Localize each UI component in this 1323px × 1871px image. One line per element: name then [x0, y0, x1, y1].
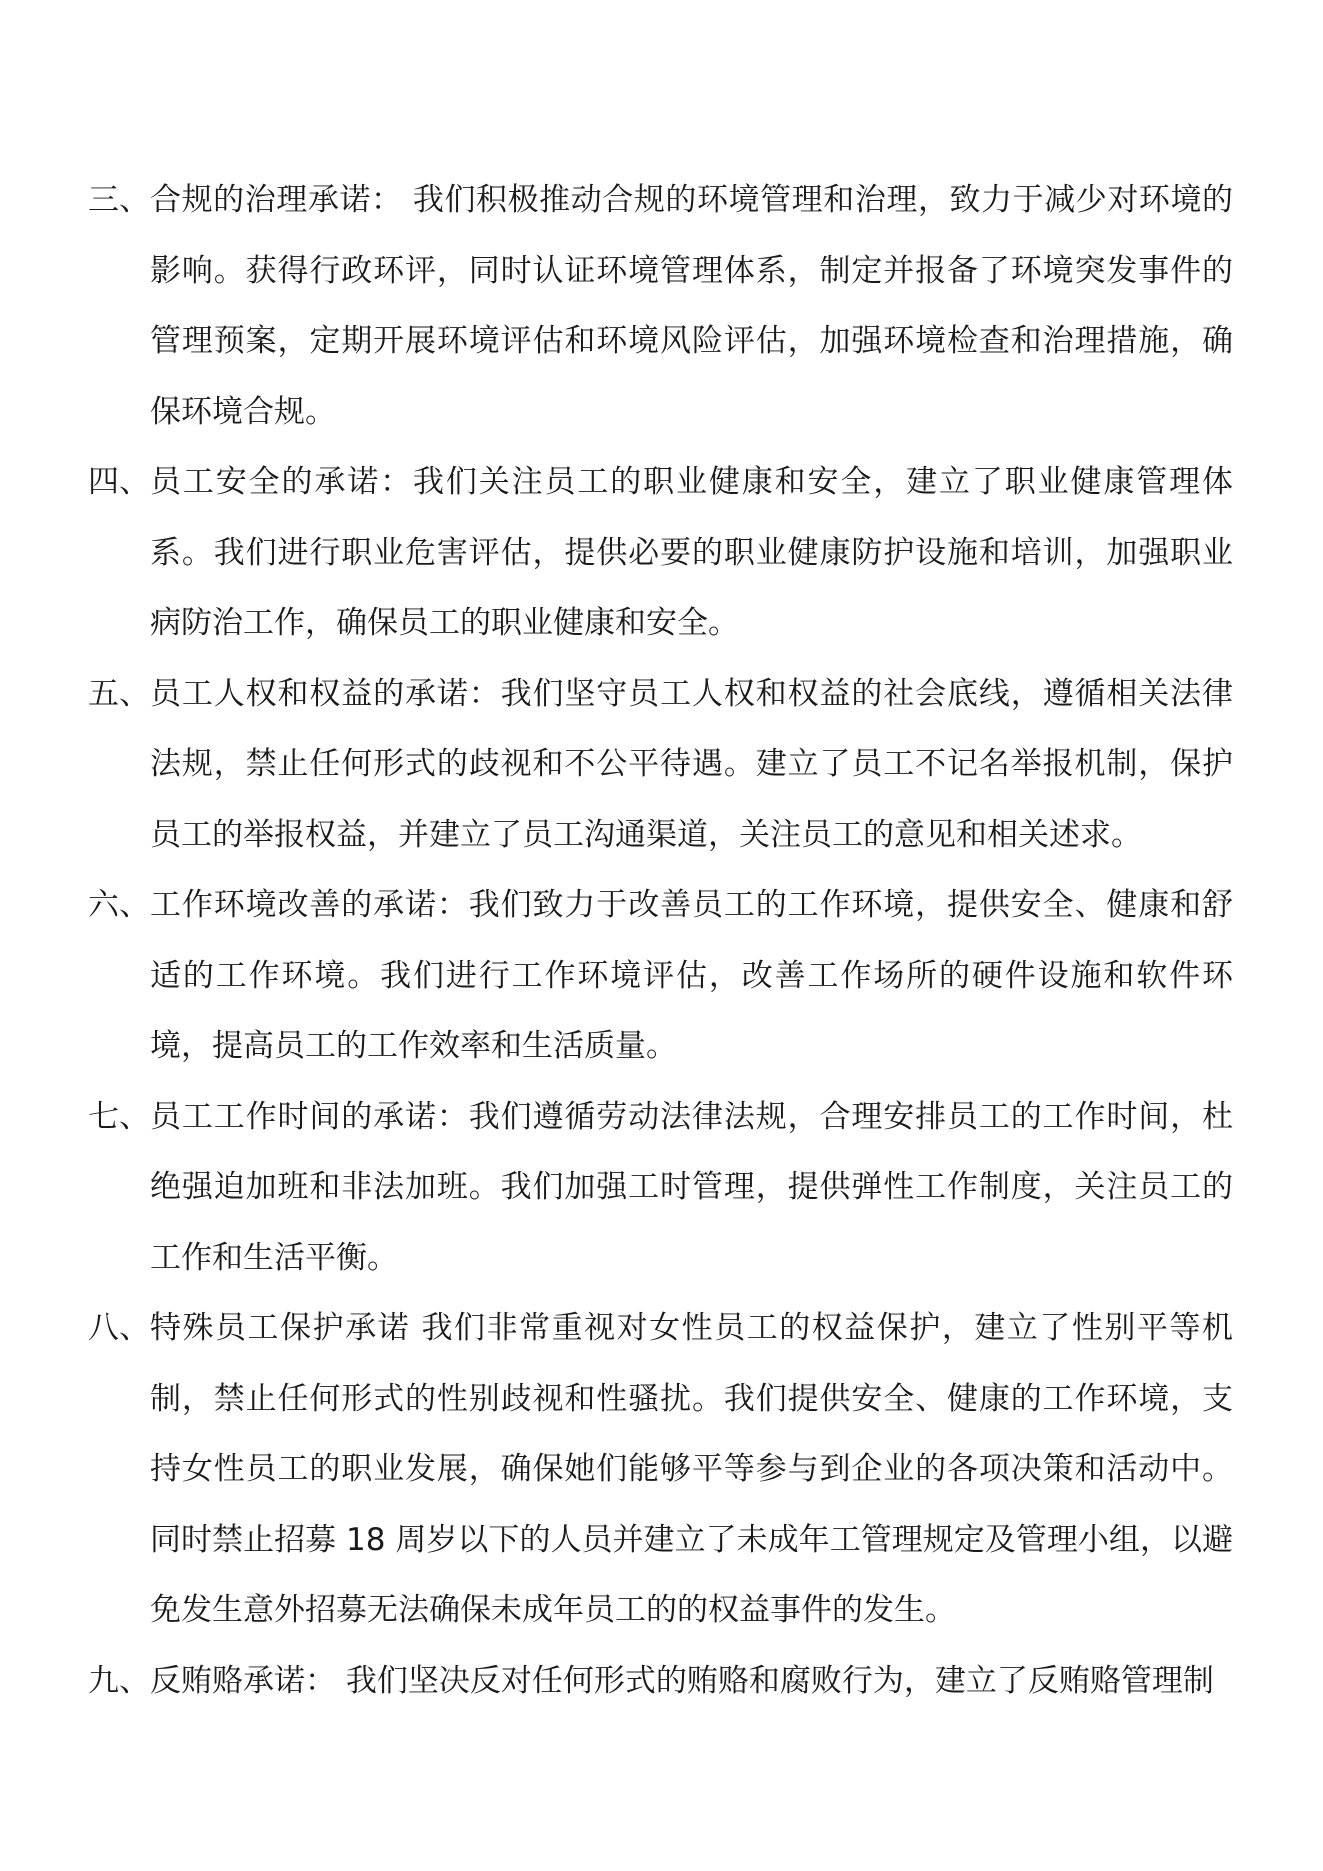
item-text: 我们积极推动合规的环境管理和治理，致力于减少对环境的影响。获得行政环评，同时认证环境管理体系，制定并报备了环境突发事件的管理预案，定期开展环境评估和环境风险评估，加强环境检查和治理措施，确保环境合规。: [150, 182, 1234, 430]
item-number: 五、: [88, 675, 150, 712]
list-item: [88, 447, 1233, 659]
item-label: 合规的治理承诺：: [150, 182, 403, 218]
item-number: 九、: [88, 1662, 150, 1699]
item-body: [150, 659, 1233, 871]
item-text: 我们致力于改善员工的工作环境，提供安全、健康和舒适的工作环境。我们进行工作环境评估，改善工作场所的硬件设施和软件环境，提高员工的工作效率和生活质量。: [150, 887, 1234, 1064]
item-body: [150, 870, 1233, 1082]
item-body: [150, 1646, 1233, 1717]
item-number: 四、: [88, 464, 150, 500]
item-body: [150, 447, 1233, 659]
item-label: 员工工作时间的承诺：: [150, 1098, 469, 1135]
item-text: 我们遵循劳动法律法规，合理安排员工的工作时间，杜绝强迫加班和非法加班。我们加强工时管理，提供弹性工作制度，关注员工的工作和生活平衡。: [150, 1098, 1234, 1276]
item-text: 我们关注员工的职业健康和安全，建立了职业健康管理体系。我们进行职业危害评估，提供必要的职业健康防护设施和培训，加强职业病防治工作，确保员工的职业健康和安全。: [150, 464, 1233, 641]
item-body: [150, 1082, 1233, 1294]
item-number: 八、: [88, 1310, 150, 1346]
item-body: [150, 1293, 1233, 1646]
list-item: [88, 1646, 1233, 1717]
document-body: [88, 165, 1233, 1716]
item-number: 六、: [88, 887, 150, 923]
list-item: [88, 870, 1233, 1082]
item-label: 反贿赂承诺：: [150, 1662, 336, 1699]
item-number: 三、: [88, 182, 150, 218]
list-item: [88, 165, 1233, 447]
item-text: 我们非常重视对女性员工的权益保护，建立了性别平等机制，禁止任何形式的性别歧视和性骚扰。我们提供安全、健康的工作环境，支持女性员工的职业发展，确保她们能够平等参与到企业的各项决策和活动中。同时禁止招募 18 周岁以下的人员并建立了未成年工管理规定及管理小组，以避免发生意外招募无法确保未成年员工的的权益事件的发生。: [150, 1310, 1233, 1628]
item-label: 特殊员工保护承诺: [150, 1310, 411, 1346]
item-label: 员工人权和权益的承诺：: [150, 675, 501, 712]
item-text: 我们坚决反对任何形式的贿赂和腐败行为，建立了反贿赂管理制: [336, 1662, 1214, 1699]
item-body: [150, 165, 1233, 447]
item-text: 我们坚守员工人权和权益的社会底线，遵循相关法律法规，禁止任何形式的歧视和不公平待遇。建立了员工不记名举报机制，保护员工的举报权益，并建立了员工沟通渠道，关注员工的意见和相关述求。: [150, 675, 1234, 853]
list-item: [88, 1082, 1233, 1294]
list-item: [88, 1293, 1233, 1646]
item-number: 七、: [88, 1098, 150, 1135]
item-label: 工作环境改善的承诺：: [150, 887, 469, 923]
item-label: 员工安全的承诺：: [150, 464, 413, 500]
list-item: [88, 659, 1233, 871]
